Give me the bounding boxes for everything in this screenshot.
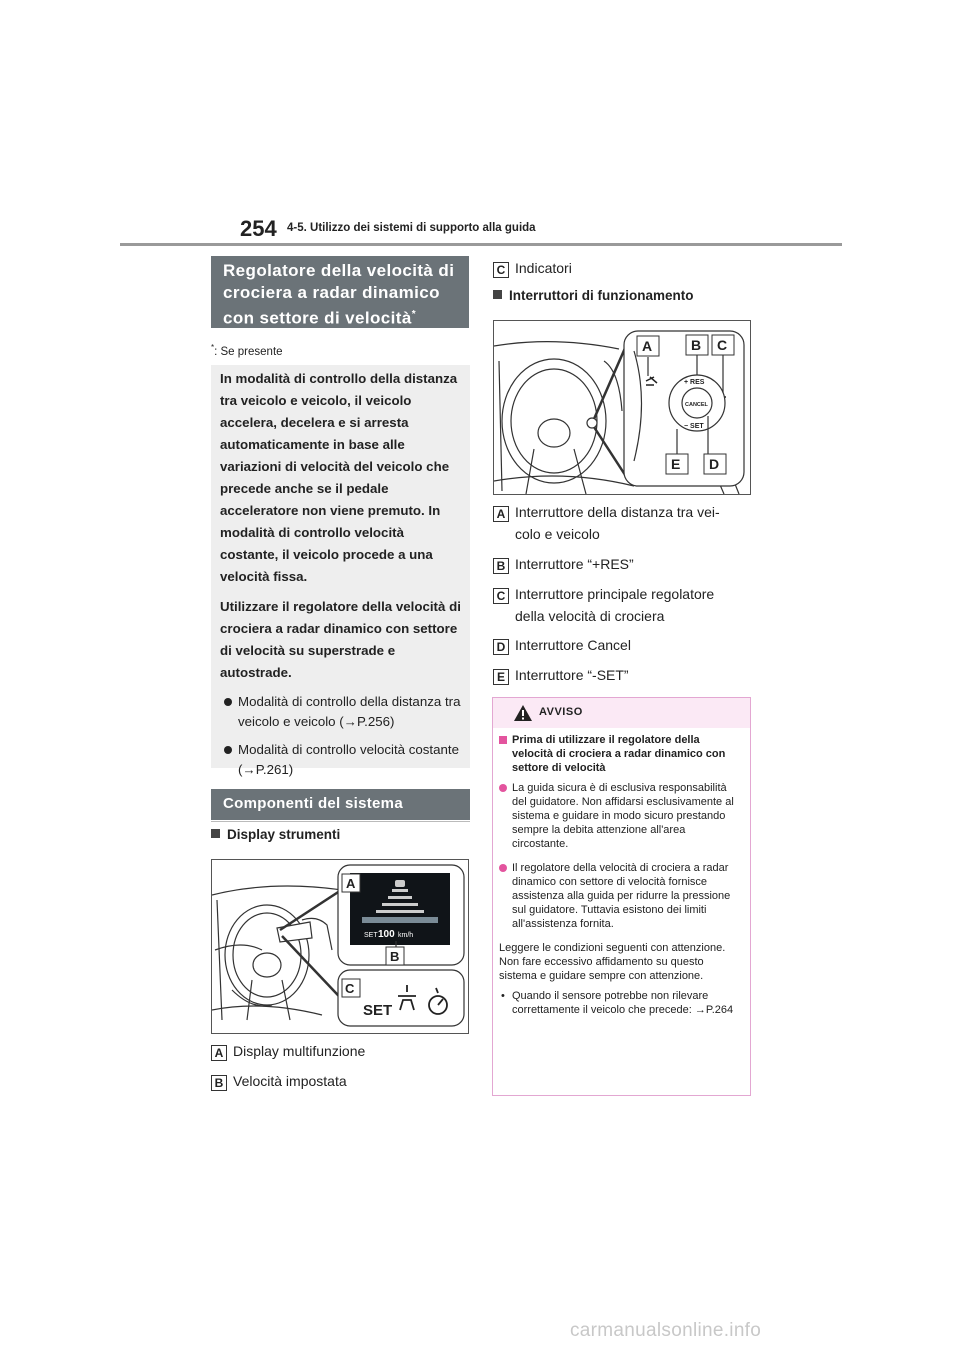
switch-item-e-text: Interruttore “-SET” xyxy=(515,667,629,683)
page-number: 254 xyxy=(240,216,277,241)
indicator-item-c xyxy=(493,257,572,279)
page-title-text: Regolatore della velocità di crociera a radar dinamico con settore di velocità xyxy=(223,261,455,328)
switch-label-e: E xyxy=(671,456,681,472)
warning-title: AVVISO xyxy=(539,706,583,718)
switch-b-badge: B xyxy=(493,558,509,574)
display-item-b xyxy=(211,1070,347,1092)
display-item-b-text: Velocità impostata xyxy=(233,1073,347,1089)
res-switch-text: + RES xyxy=(684,379,705,386)
switch-c-badge: C xyxy=(493,588,509,604)
label-c-badge: C xyxy=(493,262,509,278)
display-speed-prefix: SET xyxy=(364,932,378,939)
dashboard-illustration xyxy=(212,860,468,1033)
switch-item-e xyxy=(493,664,629,686)
warning-paragraph: Leggere le condizioni seguenti con attenzione. Non fare eccessivo affidamento su questo sistema e guidare sempre con attenzione. xyxy=(499,942,726,982)
components-heading: Componenti del sistema xyxy=(211,789,470,820)
switch-e-badge: E xyxy=(493,669,509,685)
availability-note xyxy=(211,343,283,358)
set-switch-text: − SET xyxy=(684,423,704,430)
warning-triangle-icon xyxy=(513,704,533,722)
switch-figure xyxy=(493,320,751,495)
warning-bullet-1: La guida sicura è di esclusiva responsabilità del guidatore. Non affidarsi esclusivamente al sistema e guidare in modo sicuro prestando sempre la debita attenzione all'area circostante. xyxy=(499,781,743,851)
note-text: : Se presente xyxy=(214,345,283,358)
page-title-mark: * xyxy=(411,309,416,320)
indicator-set-text: SET xyxy=(363,1002,393,1019)
warning-body xyxy=(499,733,743,1017)
warning-bullet-2: Il regolatore della velocità di crociera a radar dinamico con settore di velocità fornisce assistenza alla guida per ridurre la pressione sul guidatore. Tuttavia esistono dei limiti all'assistenza fornita. xyxy=(499,861,743,931)
section-title: 4-5. Utilizzo dei sistemi di supporto alla guida xyxy=(287,222,536,234)
components-rule xyxy=(211,803,470,822)
display-speed-value: 100 xyxy=(378,929,395,940)
switch-item-a xyxy=(493,501,753,545)
switch-label-c: C xyxy=(717,337,728,353)
page-title xyxy=(211,256,469,328)
note-mark: * xyxy=(211,343,215,352)
mode-item-distance[interactable]: Modalità di controllo della distanza tra veicolo e veicolo (→P.256) xyxy=(220,692,462,732)
switch-item-c xyxy=(493,583,753,627)
intro-paragraph-2: Utilizzare il regolatore della velocità di crociera a radar dinamico con settore di velocità su superstrade e autostrade. xyxy=(220,599,461,680)
switch-item-c-line1: Interruttore principale regolatore xyxy=(515,586,715,602)
switch-item-a-line1: Interruttore della distanza tra vei- xyxy=(515,504,720,520)
switch-item-d-text: Interruttore Cancel xyxy=(515,637,631,653)
display-label-a: A xyxy=(346,876,356,891)
switch-label-a: A xyxy=(642,338,653,354)
steering-switch-illustration xyxy=(494,321,750,494)
warning-box xyxy=(492,697,751,1096)
warning-header xyxy=(493,698,750,728)
warning-heading: Prima di utilizzare il regolatore della velocità di crociera a radar dinamico con settore di velocità xyxy=(499,733,743,775)
display-label-c: C xyxy=(345,981,355,996)
indicator-item-c-text: Indicatori xyxy=(515,260,572,276)
switch-item-c-line2: della velocità di crociera xyxy=(515,608,665,624)
header-rule xyxy=(120,243,842,246)
display-item-a xyxy=(211,1040,365,1062)
switch-item-a-line2: colo e veicolo xyxy=(515,526,600,542)
warning-dash-item[interactable]: • Quando il sensore potrebbe non rilevare correttamente il veicolo che precede: →P.264 xyxy=(499,989,743,1017)
intro-box xyxy=(211,365,470,777)
display-figure xyxy=(211,859,469,1034)
label-b-badge: B xyxy=(211,1075,227,1091)
switch-item-d xyxy=(493,634,631,656)
display-item-a-text: Display multifunzione xyxy=(233,1043,366,1059)
mode-list xyxy=(220,692,462,780)
switch-a-badge: A xyxy=(493,506,509,522)
display-speed-unit: km/h xyxy=(398,932,414,939)
intro-paragraph-1: In modalità di controllo della distanza tra veicolo e veicolo, il veicolo accelera, decelera e si arresta automaticamente in base alle variazioni di velocità del veicolo che precede anche se il pedale acceleratore non viene premuto. In modalità di controllo velocità costante, il veicolo procede a una velocità fissa. xyxy=(220,371,458,584)
cancel-switch-text: CANCEL xyxy=(685,402,708,408)
display-label-b: B xyxy=(390,949,400,964)
switch-label-b: B xyxy=(691,337,702,353)
switch-d-badge: D xyxy=(493,639,509,655)
switch-item-b xyxy=(493,553,634,575)
switch-heading: Interruttori di funzionamento xyxy=(493,288,694,303)
display-heading: Display strumenti xyxy=(211,827,340,842)
mode-item-constant[interactable]: Modalità di controllo velocità costante (→P.261) xyxy=(220,740,462,780)
label-a-badge: A xyxy=(211,1045,227,1061)
switch-item-b-text: Interruttore “+RES” xyxy=(515,556,634,572)
switch-label-d: D xyxy=(709,456,720,472)
watermark: carmanualsonline.info xyxy=(570,1320,762,1341)
